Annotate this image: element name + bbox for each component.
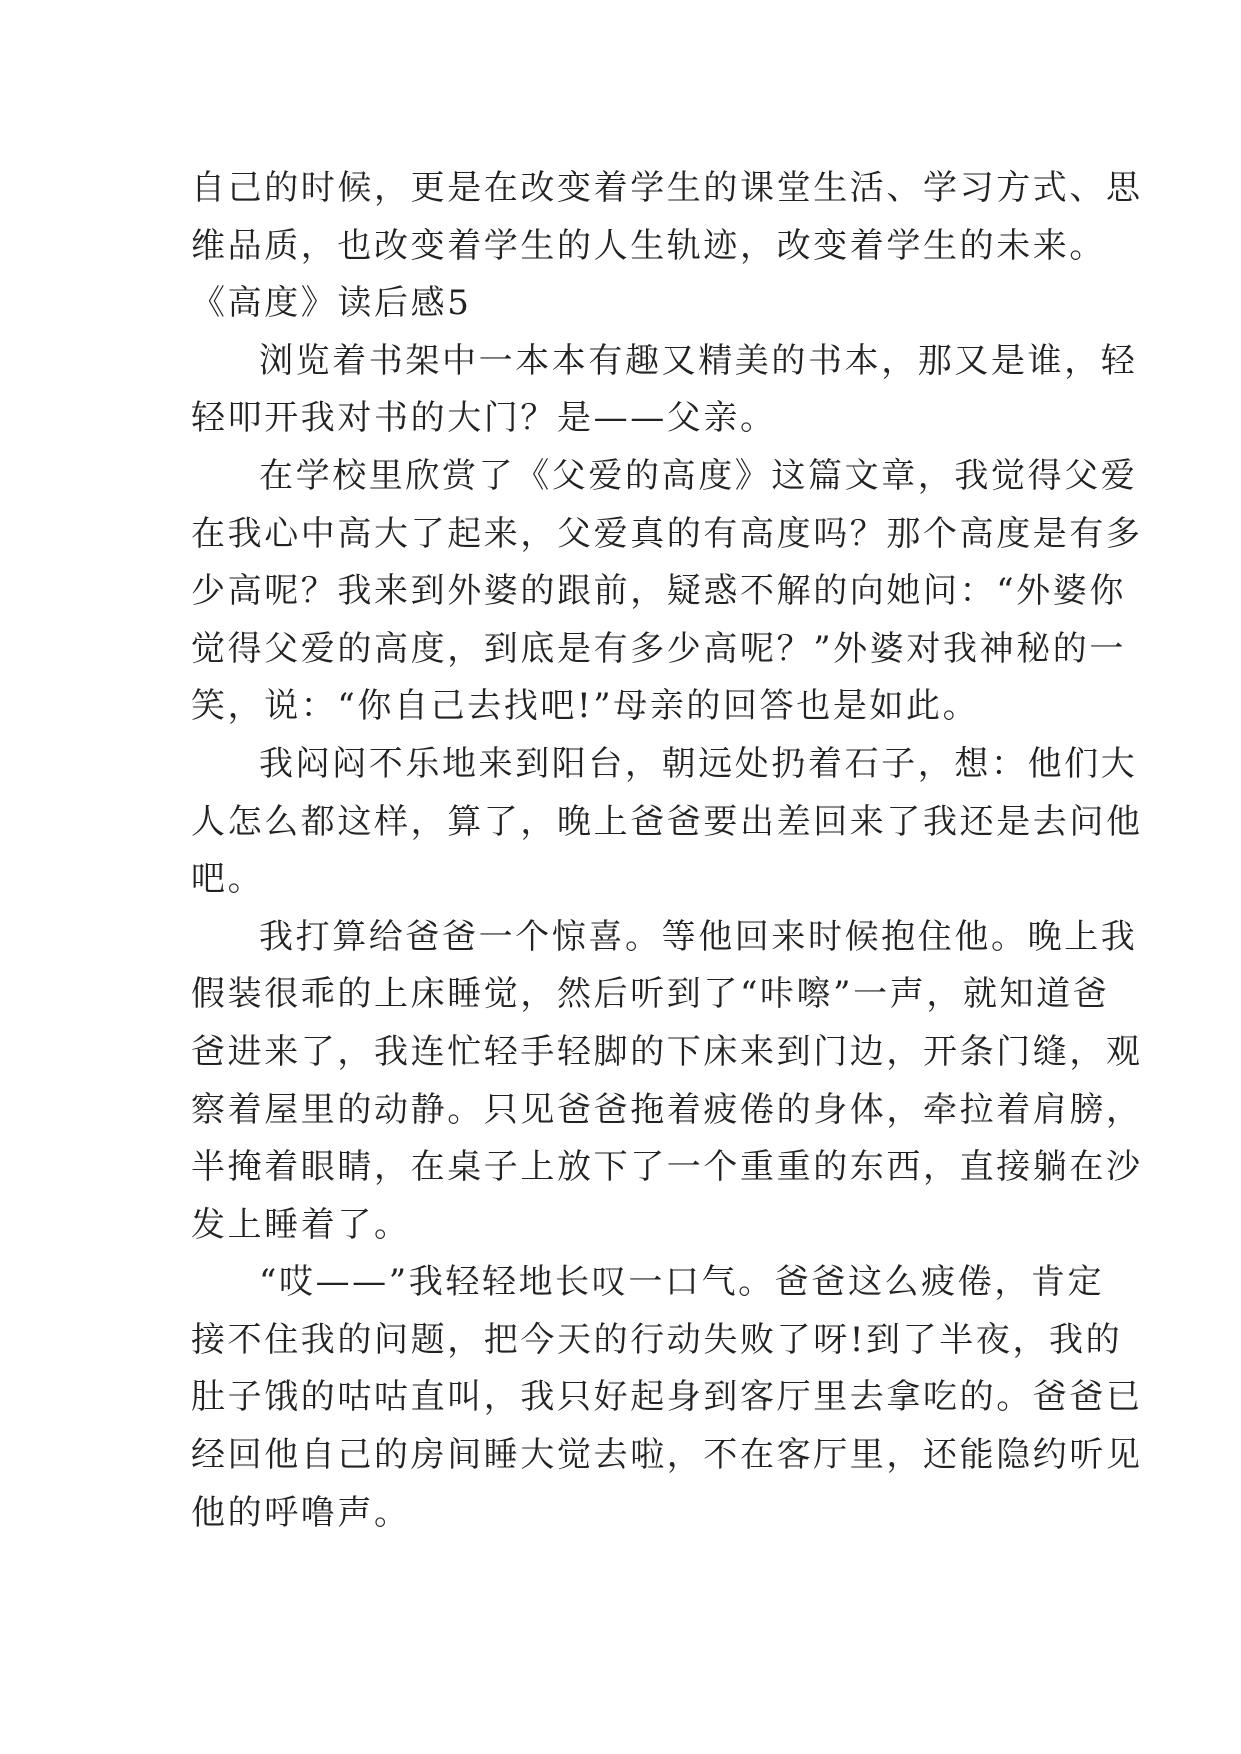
text-line: 察着屋里的动静。只见爸爸拖着疲倦的身体，牵拉着肩膀， (191, 1089, 1143, 1130)
text-line: 他的呼噜声。 (191, 1492, 411, 1533)
text-line: 人怎么都这样，算了，晚上爸爸要出差回来了我还是去问他 (191, 801, 1143, 842)
text-line: 少高呢？我来到外婆的跟前，疑惑不解的向她问：“外婆你 (191, 571, 1126, 612)
text-line: 笑，说：“你自己去找吧!”母亲的回答也是如此。 (191, 686, 980, 727)
section-heading: 《高度》读后感5 (191, 283, 472, 324)
text-line: 自己的时候，更是在改变着学生的课堂生活、学习方式、思 (191, 168, 1143, 208)
text-line: 维品质，也改变着学生的人生轨迹，改变着学生的未来。 (191, 225, 1106, 266)
paragraph-first-line: 我闷闷不乐地来到阳台，朝远处扔着石子，想：他们大 (259, 743, 1138, 784)
text-line: 在我心中高大了起来，父爱真的有高度吗？那个高度是有多 (191, 513, 1143, 554)
text-line: 肚子饿的咕咕直叫，我只好起身到客厅里去拿吃的。爸爸已 (191, 1377, 1143, 1418)
paragraph-first-line: 浏览着书架中一本本有趣又精美的书本，那又是谁，轻 (259, 340, 1138, 381)
text-line: 接不住我的问题，把今天的行动失败了呀!到了半夜，我的 (191, 1319, 1123, 1360)
text-line: 爸进来了，我连忙轻手轻脚的下床来到门边，开条门缝，观 (191, 1031, 1143, 1072)
text-line: 半掩着眼睛，在桌子上放下了一个重重的东西，直接躺在沙 (191, 1147, 1143, 1188)
paragraph-first-line: 在学校里欣赏了《父爱的高度》这篇文章，我觉得父爱 (259, 455, 1138, 496)
document-body (191, 160, 1143, 1542)
text-line: 轻叩开我对书的大门？是——父亲。 (191, 398, 777, 439)
text-line: 假装很乖的上床睡觉，然后听到了“咔嚓”一声，就知道爸 (191, 974, 1110, 1015)
paragraph-first-line: 我打算给爸爸一个惊喜。等他回来时候抱住他。晚上我 (259, 916, 1138, 957)
text-line: 发上睡着了。 (191, 1204, 411, 1245)
paragraph-first-line: “哎——”我轻轻地长叹一口气。爸爸这么疲倦，肯定 (259, 1262, 1105, 1303)
text-line: 吧。 (191, 859, 265, 900)
text-line: 觉得父爱的高度，到底是有多少高呢？”外婆对我神秘的一 (191, 628, 1126, 669)
text-line: 经回他自己的房间睡大觉去啦，不在客厅里，还能隐约听见 (191, 1435, 1143, 1476)
